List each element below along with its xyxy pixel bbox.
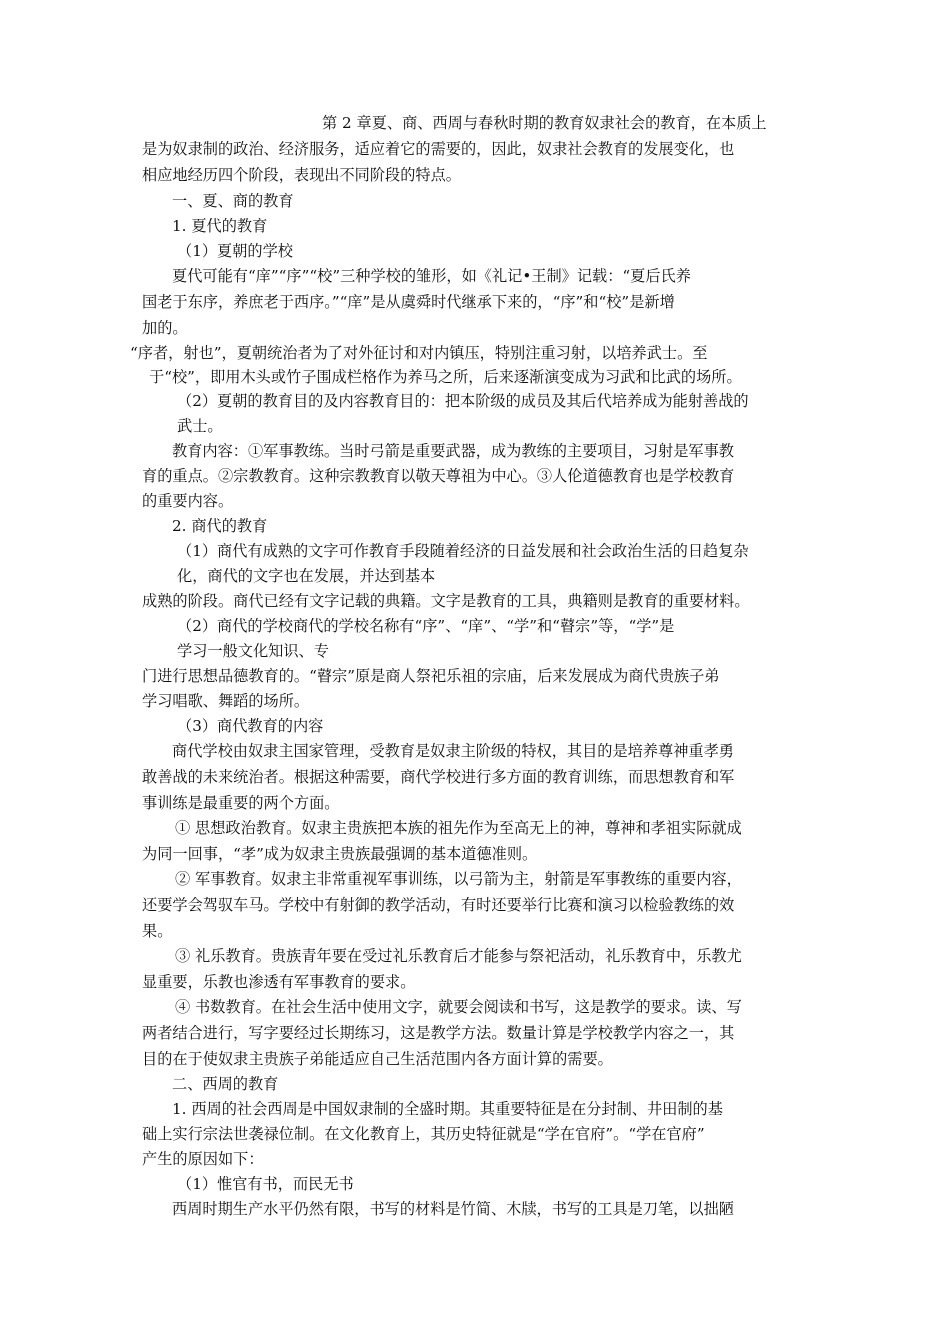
text-line: 敢善战的未来统治者。根据这种需要，商代学校进行多方面的教育训练，而思想教育和军 <box>142 768 735 786</box>
item-heading: （2）夏朝的教育目的及内容教育目的：把本阶级的成员及其后代培养成为能射善战的 <box>177 392 749 410</box>
text-line: 显重要，乐教也渗透有军事教育的要求。 <box>142 973 416 991</box>
text-line: 为同一回事，“孝”成为奴隶主贵族最强调的基本道德准则。 <box>142 845 538 863</box>
section-heading: 二、西周的教育 <box>172 1075 279 1093</box>
text-line: 础上实行宗法世袭禄位制。在文化教育上，其历史特征就是“学在官府”。“学在官府” <box>142 1125 705 1143</box>
text-line: 化，商代的文字也在发展，并达到基本 <box>177 567 436 585</box>
text-line: ② 军事教育。奴隶主非常重视军事训练，以弓箭为主，射箭是军事教练的重要内容， <box>175 870 742 888</box>
text-line: 两者结合进行，写字要经过长期练习，这是教学方法。数量计算是学校教学内容之一，其 <box>142 1024 735 1042</box>
text-line: 果。 <box>142 922 173 940</box>
text-line: 第 2 章夏、商、西周与春秋时期的教育奴隶社会的教育，在本质上 <box>322 114 767 132</box>
text-line: 相应地经历四个阶段，表现出不同阶段的特点。 <box>142 166 461 184</box>
text-line: 学习唱歌、舞蹈的场所。 <box>142 692 310 710</box>
item-heading: （2）商代的学校商代的学校名称有“序”、“庠”、“学”和“瞽宗”等，“学”是 <box>177 617 675 635</box>
text-line: “序者，射也”，夏朝统治者为了对外征讨和对内镇压，特别注重习射，以培养武士。至 <box>130 344 708 362</box>
item-heading: （1）商代有成熟的文字可作教育手段随着经济的日益发展和社会政治生活的日趋复杂 <box>177 542 749 560</box>
subsection-heading: 2. 商代的教育 <box>172 517 268 535</box>
text-line: 还要学会驾驭车马。学校中有射御的教学活动，有时还要举行比赛和演习以检验教练的效 <box>142 896 735 914</box>
text-line: 育的重点。②宗教教育。这种宗教教育以敬天尊祖为中心。③人伦道德教育也是学校教育 <box>142 467 735 485</box>
text-line: ③ 礼乐教育。贵族青年要在受过礼乐教育后才能参与祭祀活动，礼乐教育中，乐教尤 <box>175 947 742 965</box>
text-line: 国老于东序，养庶老于西序。”“庠”是从虞舜时代继承下来的，“序”和“校”是新增 <box>142 293 675 311</box>
subsection-heading: 1. 夏代的教育 <box>172 217 268 235</box>
item-heading: （1）夏朝的学校 <box>177 242 293 260</box>
text-line: 加的。 <box>142 319 188 337</box>
text-line: 武士。 <box>177 417 223 435</box>
text-line: 夏代可能有“庠”“序”“校”三种学校的雏形，如《礼记•王制》记载：“夏后氏养 <box>172 267 691 285</box>
text-line: ① 思想政治教育。奴隶主贵族把本族的祖先作为至高无上的神，尊神和孝祖实际就成 <box>175 819 742 837</box>
item-heading: （3）商代教育的内容 <box>177 717 324 735</box>
text-line: 门进行思想品德教育的。“瞽宗”原是商人祭祀乐祖的宗庙，后来发展成为商代贵族子弟 <box>142 667 720 685</box>
text-line: 成熟的阶段。商代已经有文字记载的典籍。文字是教育的工具，典籍则是教育的重要材料。 <box>142 592 750 610</box>
text-line: 事训练是最重要的两个方面。 <box>142 794 340 812</box>
text-line: 教育内容：①军事教练。当时弓箭是重要武器，成为教练的主要项目，习射是军事教 <box>172 442 734 460</box>
text-line: 1. 西周的社会西周是中国奴隶制的全盛时期。其重要特征是在分封制、井田制的基 <box>172 1100 723 1118</box>
text-line: 目的在于使奴隶主贵族子弟能适应自己生活范围内各方面计算的需要。 <box>142 1050 613 1068</box>
section-heading: 一、夏、商的教育 <box>172 192 294 210</box>
text-line: 于“校”，即用木头或竹子围成栏格作为养马之所，后来逐渐演变成为习武和比武的场所。 <box>149 368 742 386</box>
text-line: 西周时期生产水平仍然有限，书写的材料是竹简、木牍，书写的工具是刀笔，以拙陋 <box>172 1200 734 1218</box>
text-line: ④ 书数教育。在社会生活中使用文字，就要会阅读和书写，这是教学的要求。读、写 <box>175 998 742 1016</box>
text-line: 产生的原因如下： <box>142 1150 264 1168</box>
text-line: 学习一般文化知识、专 <box>177 642 329 660</box>
text-line: 是为奴隶制的政治、经济服务，适应着它的需要的，因此，奴隶社会教育的发展变化，也 <box>142 140 735 158</box>
text-line: 商代学校由奴隶主国家管理，受教育是奴隶主阶级的特权，其目的是培养尊神重孝勇 <box>172 742 734 760</box>
text-line: 的重要内容。 <box>142 492 234 510</box>
item-heading: （1）惟官有书，而民无书 <box>177 1175 354 1193</box>
